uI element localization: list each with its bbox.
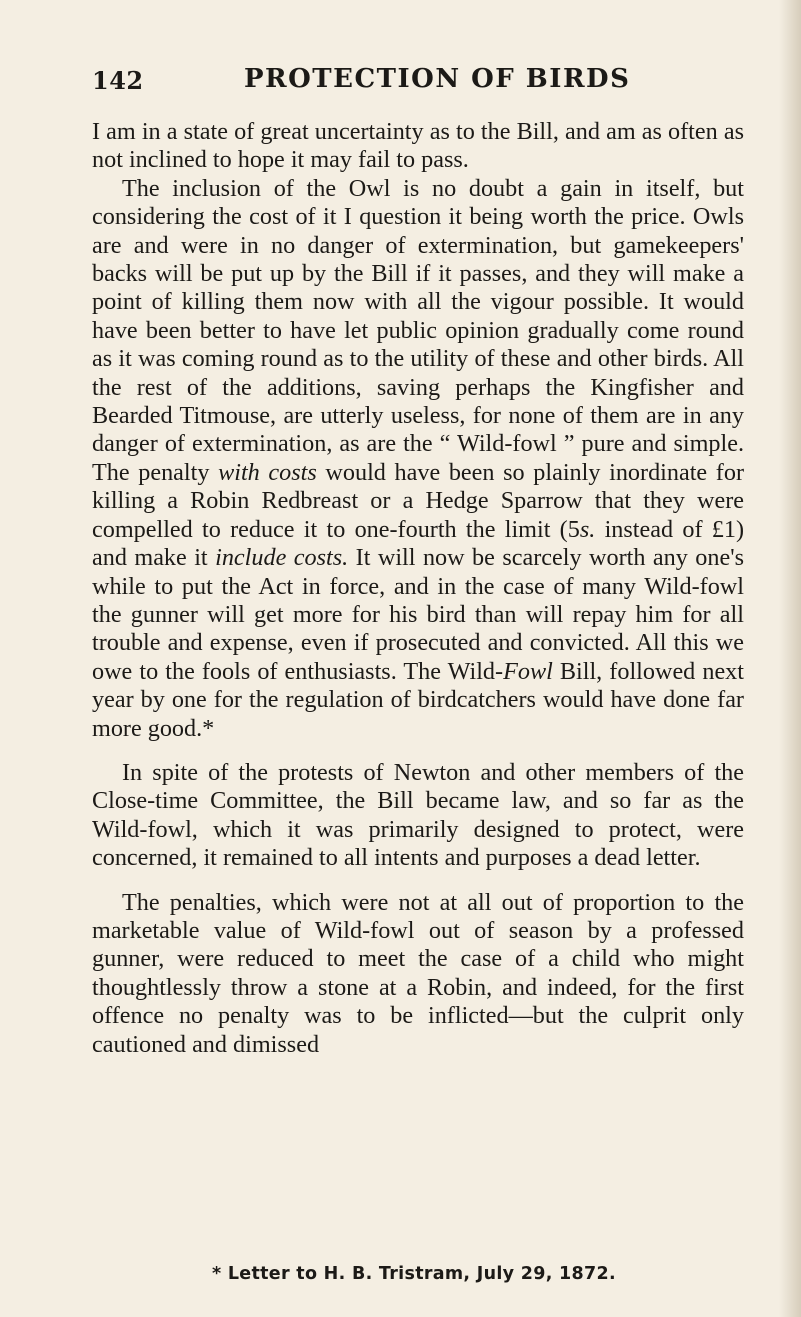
paragraph-2-text-i: Bill, followed next year by one for the regulation of birdcatchers would have done far more good.* bbox=[92, 657, 744, 742]
footnote: * Letter to H. B. Tristram, July 29, 1872. bbox=[212, 1264, 616, 1284]
paragraph-1-text: I am in a state of great uncertainty as to the Bill, and am as often as not inclined to hope it may fail to pass. bbox=[92, 118, 744, 174]
paragraph-2-italic-shillings: s. bbox=[579, 515, 596, 543]
paragraph-2 bbox=[92, 175, 744, 743]
paragraph-2-italic-with-costs: with costs bbox=[218, 458, 317, 486]
paragraph-3 bbox=[92, 759, 744, 873]
paragraph-2-italic-include-costs: include costs. bbox=[215, 544, 349, 572]
page-number: 142 bbox=[92, 66, 144, 95]
paragraph-4-text: The penalties, which were not at all out of proportion to the marketable value of Wild-fowl out of season by a professed gunner, were reduced to meet the case of a child who might thoughtlessly throw a stone at a Robin, and indeed, for the first offence no penalty was to be inflicted—but the culprit only cautioned and dimissed bbox=[92, 888, 744, 1058]
running-head: PROTECTION OF BIRDS bbox=[244, 64, 631, 94]
paragraph-4 bbox=[92, 889, 744, 1059]
paragraph-2-text-e: instead of £1) and make it bbox=[92, 515, 744, 572]
paragraph-2-text-c: would have been so plainly inordinate for killing a Robin Redbreast or a Hedge Sparrow that they were compelled to reduce it to one-fourth the limit (5 bbox=[92, 458, 745, 543]
page-edge-shadow bbox=[779, 0, 801, 1317]
paragraph-1 bbox=[92, 118, 744, 175]
paragraph-2-text-a: The inclusion of the Owl is no doubt a gain in itself, but considering the cost of it I question it being worth the price. Owls are and were in no danger of extermination, but gamekeepers' backs will be put up by the Bill if it passes, and they will make a point of killing them now with all the vigour possible. It would have been better to have let public opinion gradually come round as it was coming round as to the utility of these and other birds. All the rest of the additions, saving perhaps the Kingfisher and Bearded Titmouse, are utterly useless, for none of them are in any danger of extermination, as are the “ Wild-fowl ” pure and simple. The penalty bbox=[92, 174, 744, 486]
paragraph-2-text-g: It will now be scarcely worth any one's while to put the Act in force, and in the case of many Wild-fowl the gunner will get more for his bird than will repay him for all trouble and expense, even if prosecuted and convicted. All this we owe to the fools of enthusiasts. The Wild- bbox=[92, 544, 744, 685]
body-text bbox=[92, 118, 744, 1059]
paragraph-2-italic-fowl: Fowl bbox=[503, 657, 553, 685]
paragraph-3-text: In spite of the protests of Newton and other members of the Close-time Committee, the Bill became law, and so far as the Wild-fowl, which it was primarily designed to protect, were concerned, it remained to all intents and purposes a dead letter. bbox=[92, 758, 744, 872]
page-header bbox=[92, 62, 732, 102]
